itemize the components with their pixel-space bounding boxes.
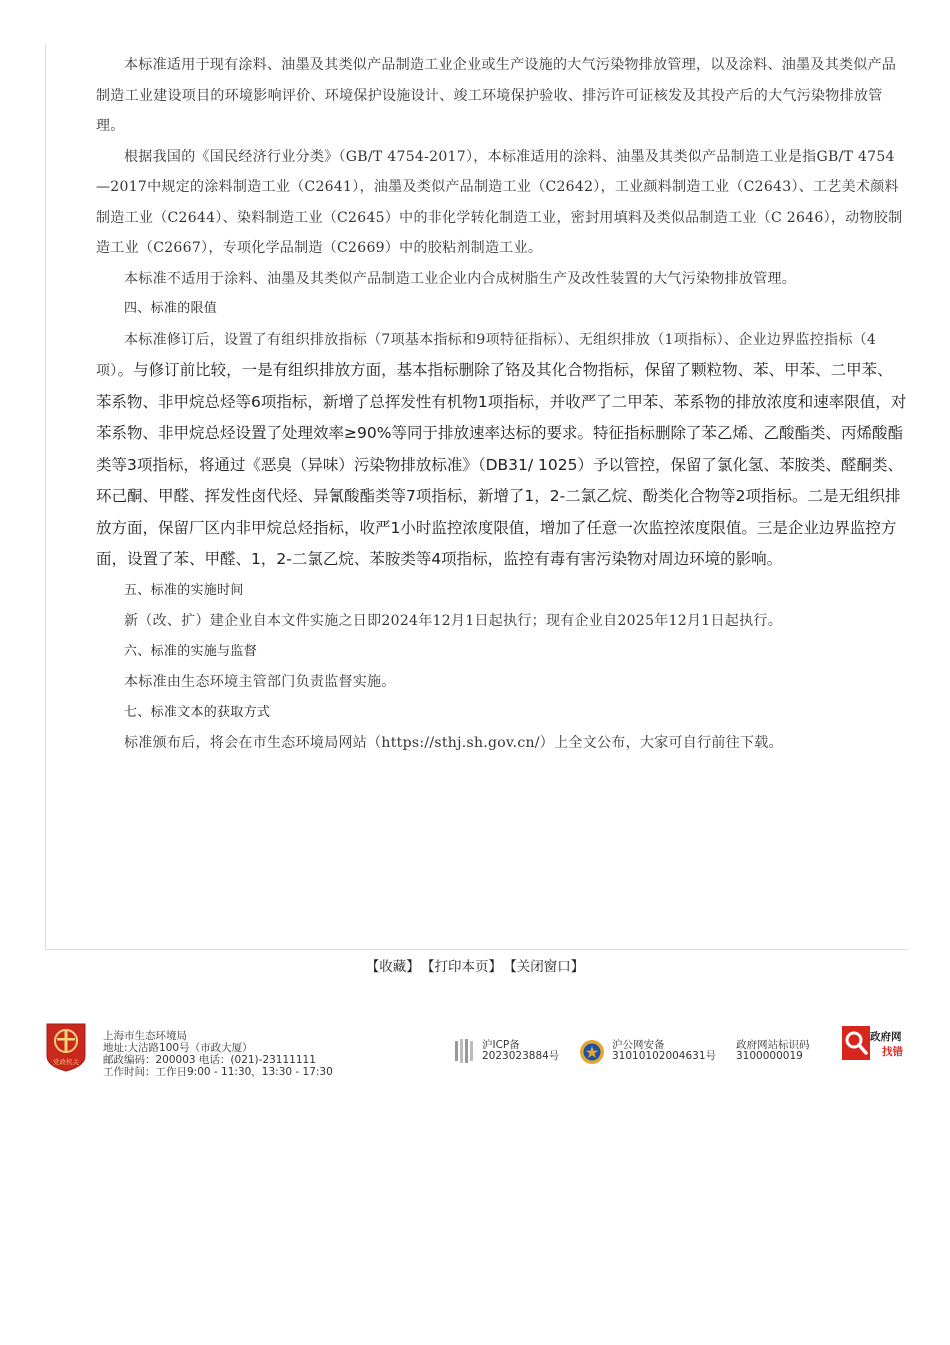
paragraph-limits-intro: 本标准修订后，设置了有组织排放指标（7项基本指标和9项特征指标）、无组织排放（1项指标）、企业边界监控指标（4项） [96, 331, 877, 379]
paragraph-limits-detail: 。与修订前比较，一是有组织排放方面，基本指标删除了铬及其化合物指标，保留了颗粒物、苯、甲苯、二甲苯、苯系物、非甲烷总烃等6项指标，新增了总挥发性有机物1项指标，并收严了二甲苯、苯系物的排放浓度和速率限值，对苯系物、非甲烷总烃设置了处理效率≥90%等同于排放速率达标的要求。特征指标删除了苯乙烯、乙酸酯类、丙烯酸酯类等3项指标，将通过《恶臭（异味）污染物排放标准》（DB31/ 1025）予以管控，保留了氯化氢、苯胺类、醛酮类、环己酮、甲醛、挥发性卤代烃、异氰酸酯类等7项指标，新增了1，2-二氯乙烷、酚类化合物等2项指标。二是无组织排放方面，保留厂区内非甲烷总烃指标，收严1小时监控浓度限值，增加了任意一次监控浓度限值。三是企业边界监控方面，设置了苯、甲醛、1，2-二氯乙烷、苯胺类等4项指标，监控有毒有害污染物对周边环境的影响。 [96, 361, 907, 568]
emblem-text: 党政机关 [53, 1058, 79, 1066]
article-content-box [45, 44, 908, 950]
icp-number: 2023023884号 [482, 1050, 560, 1062]
gov-code-label: 政府网站标识码 [736, 1039, 810, 1051]
gov-code-number: 3100000019 [736, 1050, 803, 1062]
paragraph-limits [96, 325, 908, 576]
paragraph-industry-classification: 根据我国的《国民经济行业分类》（GB/T 4754-2017），本标准适用的涂料、油墨及其类似产品制造工业是指GB/T 4754—2017中规定的涂料制造工业（C2641），油墨及类似产品制造工业（C2642），工业颜料制造工业（C2643）、工艺美术颜料制造工业（C2644）、染料制造工业（C2645）中的非化学转化制造工业，密封用填料及类似品制造工业（C 2646），动物胶制造工业（C2667），专项化学品制造（C2669）中的胶粘剂制造工业。 [96, 148, 903, 256]
icp-label: 沪ICP备 [482, 1039, 520, 1051]
article-body [96, 50, 908, 759]
party-government-emblem-icon[interactable] [45, 1022, 87, 1072]
paragraph-implementation-time: 新（改、扩）建企业自本文件实施之日即2024年12月1日起执行；现有企业自2025年12月1日起执行。 [124, 613, 782, 629]
report-line2: 找错 [882, 1046, 903, 1058]
police-label: 沪公网安备 [612, 1039, 665, 1051]
paragraph-supervision: 本标准由生态环境主管部门负责监督实施。 [124, 674, 396, 690]
org-name: 上海市生态环境局 [103, 1030, 187, 1042]
site-footer [45, 1022, 907, 1082]
paragraph-scope: 本标准适用于现有涂料、油墨及其类似产品制造工业企业或生产设施的大气污染物排放管理，以及涂料、油墨及其类似产品制造工业建设项目的环境影响评价、环境保护设施设计、竣工环境保护验收、排污许可证核发及其投产后的大气污染物排放管理。 [96, 57, 897, 134]
public-security-badge-icon [578, 1038, 606, 1066]
section-heading-implementation-time: 五、标准的实施时间 [124, 582, 244, 598]
org-hours: 工作时间：工作日9:00 - 11:30，13:30 - 17:30 [103, 1066, 333, 1078]
section-heading-text-access: 七、标准文本的获取方式 [124, 704, 271, 720]
report-line1: 政府网 [870, 1031, 902, 1043]
icp-filing-icon [453, 1038, 475, 1064]
section-heading-limits: 四、标准的限值 [124, 301, 218, 316]
report-error-link[interactable] [870, 1030, 903, 1060]
icp-filing[interactable] [482, 1040, 559, 1062]
report-error-magnifier-icon[interactable] [841, 1025, 871, 1061]
gov-site-code [736, 1040, 810, 1062]
paragraph-text-access: 标准颁布后，将会在市生态环境局网站（https://sthj.sh.gov.cn/）上全文公布，大家可自行前往下载。 [124, 735, 783, 751]
section-heading-supervision: 六、标准的实施与监督 [124, 643, 258, 659]
org-postcode-phone: 邮政编码：200003 电话：(021)-23111111 [103, 1054, 316, 1066]
org-info [103, 1030, 333, 1078]
paragraph-exclusion: 本标准不适用于涂料、油墨及其类似产品制造工业企业内合成树脂生产及改性装置的大气污染物排放管理。 [124, 270, 797, 287]
page-actions [0, 955, 950, 975]
police-filing[interactable] [612, 1040, 716, 1062]
close-window-link[interactable]: 【关闭窗口】 [510, 959, 585, 975]
police-number: 31010102004631号 [612, 1050, 717, 1062]
org-address: 地址:大沽路100号（市政大厦） [103, 1042, 253, 1054]
favorite-link[interactable]: 【收藏】 [365, 959, 420, 975]
print-link[interactable]: 【打印本页】 [427, 959, 502, 975]
